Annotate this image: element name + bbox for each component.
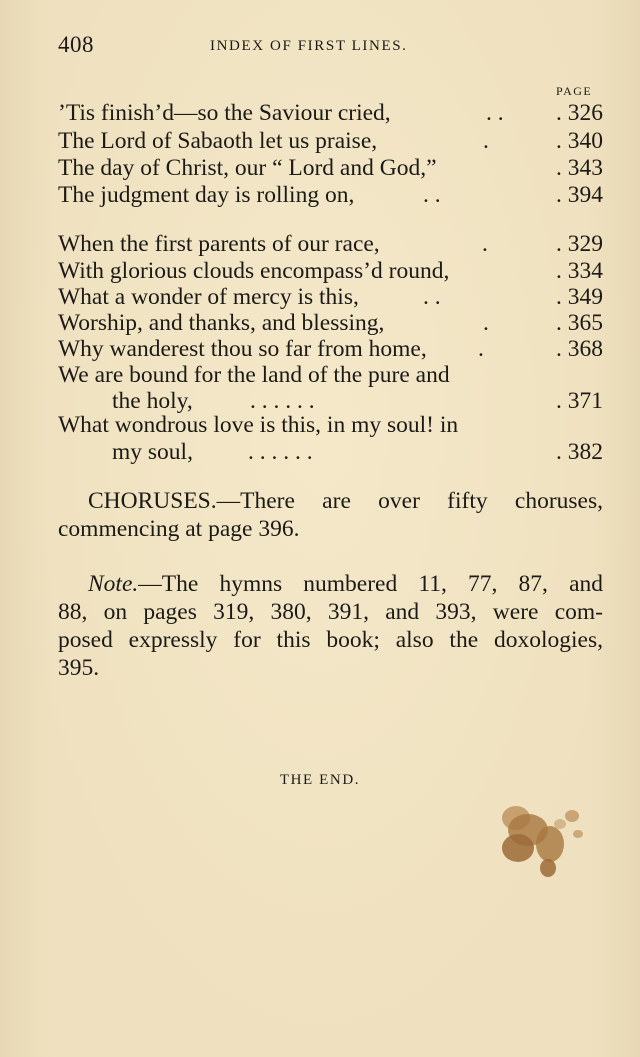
index-entry xyxy=(58,99,603,127)
index-entry xyxy=(58,335,603,363)
entry-page: . 365 xyxy=(556,310,603,336)
running-title: INDEX OF FIRST LINES. xyxy=(210,38,408,54)
entry-title: The judgment day is rolling on, xyxy=(58,182,355,208)
index-entry xyxy=(58,181,603,209)
entry-title: the holy, xyxy=(112,388,193,414)
entry-title: Why wanderest thou so far from home, xyxy=(58,336,427,362)
index-entry xyxy=(58,257,603,285)
entry-leader-dots: . xyxy=(478,336,484,362)
note-text: —The hymns numbered 11, 77, 87, and xyxy=(138,571,603,597)
entry-title: my soul, xyxy=(112,439,193,465)
entry-page: . 382 xyxy=(556,439,603,465)
entry-page: . 371 xyxy=(556,388,603,414)
entry-page: . 329 xyxy=(556,231,603,257)
index-entry xyxy=(58,283,603,311)
entry-leader-dots: . . xyxy=(423,182,441,208)
entry-leader-dots: . xyxy=(483,310,489,336)
entry-leader-dots: . . xyxy=(486,100,504,126)
entry-title: ’Tis finish’d—so the Saviour cried, xyxy=(58,100,391,126)
note-line: 88, on pages 319, 380, 391, and 393, were com- xyxy=(58,599,603,625)
entry-title: What a wonder of mercy is this, xyxy=(58,284,359,310)
the-end-label: THE END. xyxy=(279,772,361,788)
index-entry xyxy=(58,154,603,182)
entry-leader-dots: . xyxy=(483,128,489,154)
entry-page: . 368 xyxy=(556,336,603,362)
entry-page: . 334 xyxy=(556,258,603,284)
choruses-line: CHORUSES.—There are over fifty choruses, xyxy=(88,488,603,514)
index-entry xyxy=(58,438,603,466)
page-number: 408 xyxy=(58,32,94,57)
entry-title: What wondrous love is this, in my soul! in xyxy=(58,412,459,438)
entry-leader-dots: . . . . . . xyxy=(250,388,315,414)
index-entry xyxy=(58,230,603,258)
entry-leader-dots: . . xyxy=(423,284,441,310)
note-label: Note. xyxy=(88,571,139,597)
entry-title: We are bound for the land of the pure and xyxy=(58,362,450,388)
choruses-line: commencing at page 396. xyxy=(58,516,300,542)
entry-leader-dots: . . . . . . xyxy=(248,439,313,465)
index-entry xyxy=(58,309,603,337)
entry-page: . 343 xyxy=(556,155,603,181)
index-entry xyxy=(58,361,603,389)
choruses-paragraph xyxy=(58,487,603,543)
entry-page: . 326 xyxy=(556,100,603,126)
entry-page: . 340 xyxy=(556,128,603,154)
entry-title: With glorious clouds encompass’d round, xyxy=(58,258,450,284)
note-line xyxy=(58,570,603,598)
entry-page: . 349 xyxy=(556,284,603,310)
entry-title: The Lord of Sabaoth let us praise, xyxy=(58,128,378,154)
note-line: 395. xyxy=(58,655,100,681)
entry-title: The day of Christ, our “ Lord and God,” xyxy=(58,155,437,181)
entry-title: Worship, and thanks, and blessing, xyxy=(58,310,385,336)
entry-title: When the first parents of our race, xyxy=(58,231,380,257)
page-column-heading: PAGE xyxy=(556,84,593,98)
index-entry xyxy=(58,411,603,439)
entry-leader-dots: . xyxy=(482,231,488,257)
ink-stain xyxy=(488,796,598,886)
index-entry xyxy=(58,127,603,155)
note-line: posed expressly for this book; also the doxologies, xyxy=(58,627,603,653)
note-paragraph xyxy=(58,570,603,682)
entry-page: . 394 xyxy=(556,182,603,208)
